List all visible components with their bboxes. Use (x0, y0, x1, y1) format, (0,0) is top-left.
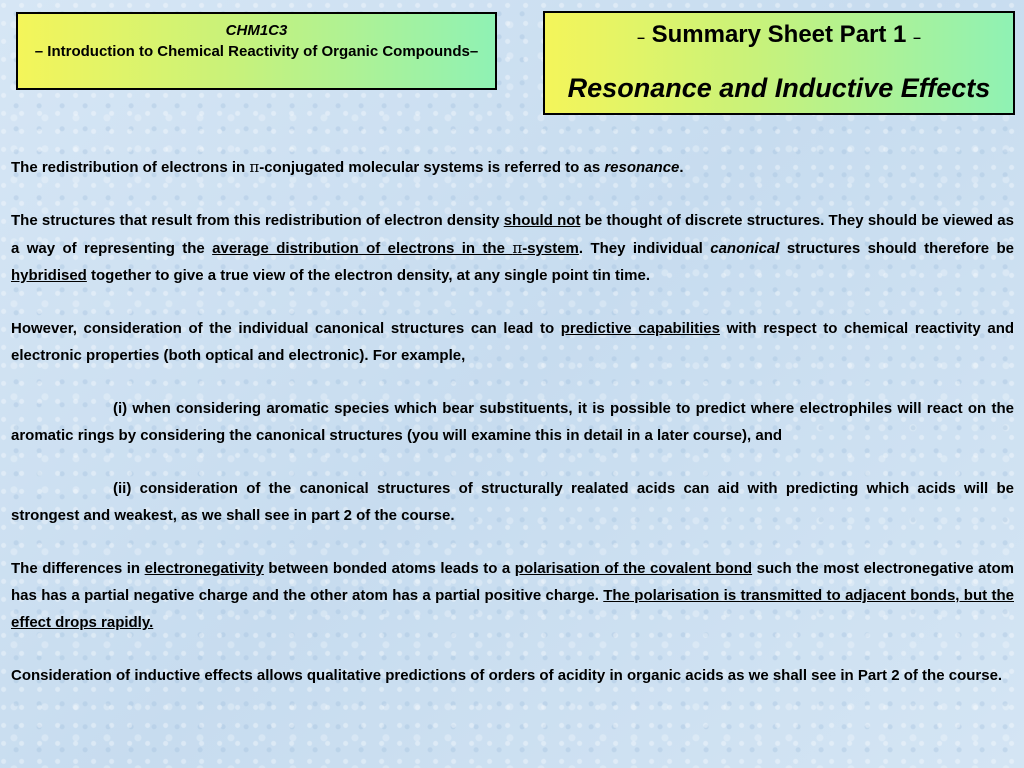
paragraph-resonance-definition (11, 154, 1014, 182)
summary-title-line (545, 21, 1013, 49)
course-header-box (16, 12, 497, 90)
paragraph-electronegativity (11, 556, 1014, 636)
paragraph-example-i: (i) when considering aromatic species which bear substituents, it is possible to predict where electrophiles will react on the aromatic rings by considering the canonical structures (you will examine this in detail in a later course), and (11, 400, 1014, 444)
body-text (11, 154, 1014, 717)
term-polarisation-transmitted: The polarisation is transmitted to adjacent bonds, but the effect drops rapidly. (11, 587, 1014, 631)
p2-text-c: be thought of discrete structures. They should be viewed as a way of representing the (11, 212, 1014, 258)
p6-text-e: such the most electronegative atom has has a partial negative charge and the other atom has a partial positive charge. (11, 560, 1014, 605)
p2-text-f: . They individual (578, 240, 711, 258)
term-electronegativity: electronegativity (144, 560, 264, 578)
p1-text-d: . (679, 159, 684, 176)
term-predictive-capabilities: predictive capabilities (560, 320, 720, 338)
p3-text-a: However, consideration of the individual canonical structures can lead to (11, 320, 561, 338)
paragraph-canonical-structures (11, 208, 1014, 289)
paragraph-inductive-effects: Consideration of inductive effects allows qualitative predictions of orders of acidity in organic acids as we shall see in Part 2 of the course. (11, 667, 1003, 685)
term-polarisation: polarisation of the covalent bond (514, 560, 753, 578)
summary-dash-left: – (637, 29, 645, 45)
term-should-not: should not (503, 212, 581, 230)
term-resonance: resonance (604, 159, 680, 176)
p2-text-e: -system (522, 240, 579, 258)
summary-title: Summary Sheet Part 1 (651, 21, 907, 48)
summary-subtitle: Resonance and Inductive Effects (567, 73, 991, 103)
p1-text-b: -conjugated molecular systems is referred to as (259, 159, 605, 176)
term-average-distribution (212, 240, 579, 257)
p6-text-c: between bonded atoms leads to a (263, 560, 515, 578)
p6-text-a: The differences in (11, 560, 145, 578)
p2-text-j: together to give a true view of the electron density, at any single point tin time. (86, 266, 651, 284)
pi-symbol: π (512, 239, 523, 258)
p1-text-a: The redistribution of electrons in (11, 159, 250, 176)
p3-text-c: with respect to chemical reactivity and electronic properties (both optical and electronic). For example, (11, 320, 1015, 364)
pi-symbol: π (249, 158, 260, 176)
course-code: CHM1C3 (225, 22, 288, 39)
course-title: – Introduction to Chemical Reactivity of Organic Compounds– (34, 43, 479, 60)
term-hybridised: hybridised (11, 266, 87, 284)
term-canonical: canonical (710, 240, 780, 258)
paragraph-predictive (11, 316, 1014, 369)
p2-text-d: average distribution of electrons in the (212, 240, 513, 258)
paragraph-example-ii: (ii) consideration of the canonical structures of structurally realated acids can aid with predicting which acids will be strongest and weakest, as we shall see in part 2 of the course. (11, 480, 1014, 525)
p2-text-a: The structures that result from this redistribution of electron density (11, 212, 504, 230)
summary-header-box (543, 11, 1015, 115)
p2-text-h: structures should therefore be (779, 240, 1015, 258)
summary-dash-right: – (913, 29, 921, 45)
